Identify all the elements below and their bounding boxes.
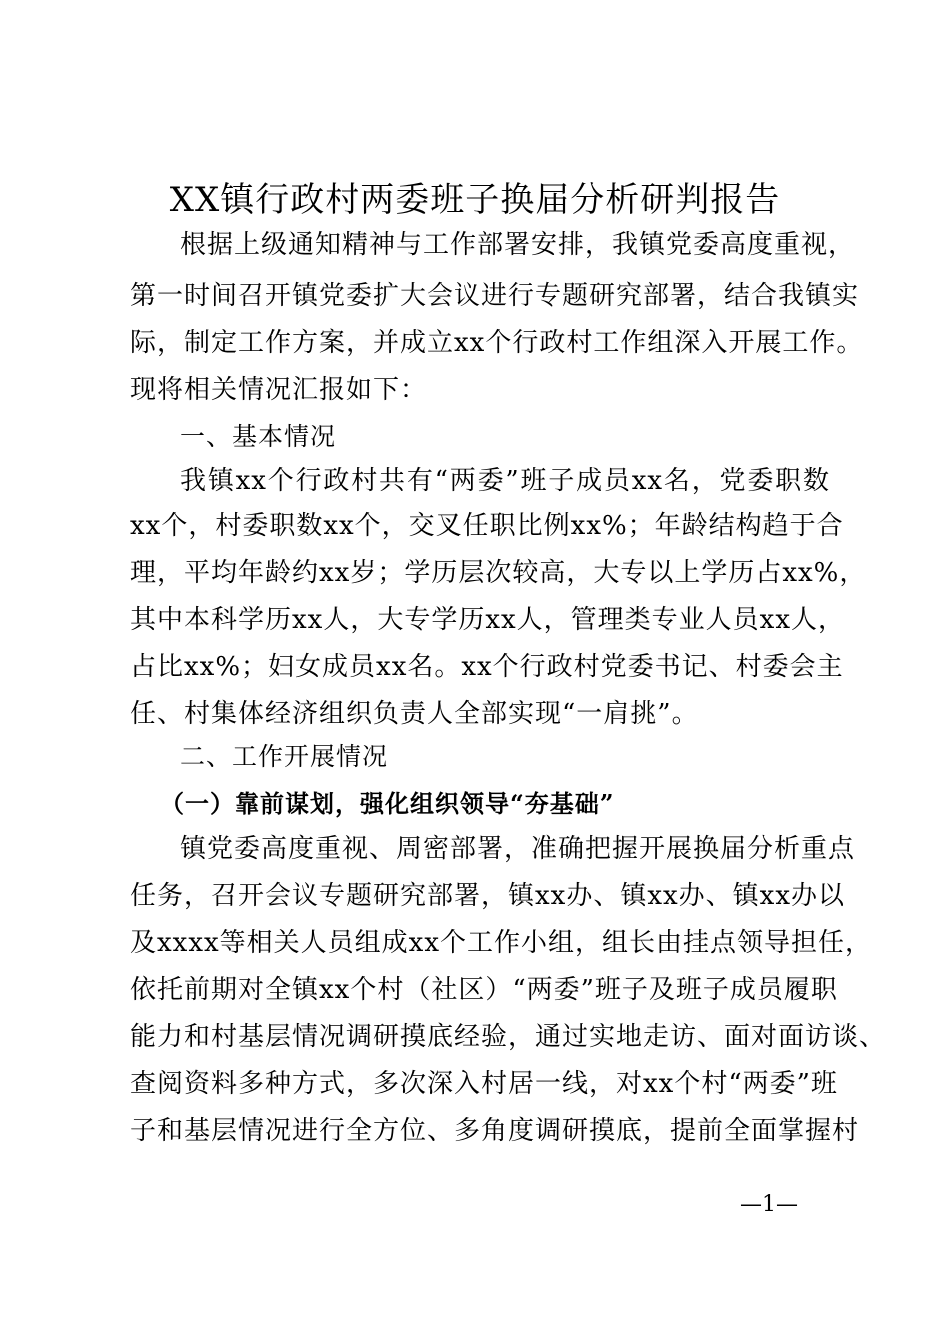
document-title: XX镇行政村两委班子换届分析研判报告 [169, 180, 781, 220]
page-number: —1— [740, 1192, 798, 1217]
paragraph-line: xx个，村委职数xx个，交叉任职比例xx%；年龄结构趋于合 [130, 511, 844, 541]
intro-line: 第一时间召开镇党委扩大会议进行专题研究部署，结合我镇实 [130, 281, 860, 311]
paragraph-line: 理，平均年龄约xx岁；学历层次较高，大专以上学历占xx%， [130, 558, 867, 588]
section-heading-work: 二、工作开展情况 [180, 742, 389, 771]
paragraph-line: 依托前期对全镇xx个村（社区）“两委”班子及班子成员履职 [130, 975, 838, 1005]
paragraph-line: 我镇xx个行政村共有“两委”班子成员xx名，党委职数 [180, 466, 830, 496]
intro-line: 现将相关情况汇报如下： [130, 375, 428, 405]
paragraph-line: 占比xx%；妇女成员xx名。xx个行政村党委书记、村委会主 [130, 652, 844, 682]
paragraph-line: 子和基层情况进行全方位、多角度调研摸底，提前全面掌握村 [130, 1116, 860, 1146]
paragraph-line: 及xxxx等相关人员组成xx个工作小组，组长由挂点领导担任， [130, 928, 872, 958]
paragraph-line: 查阅资料多种方式，多次深入村居一线，对xx个村“两委”班 [130, 1069, 838, 1099]
section-heading-basic: 一、基本情况 [180, 422, 337, 451]
subsection-heading: （一）靠前谋划，强化组织领导“夯基础” [160, 789, 615, 818]
paragraph-line: 其中本科学历xx人，大专学历xx人，管理类专业人员xx人， [130, 605, 845, 635]
intro-line: 际，制定工作方案，并成立xx个行政村工作组深入开展工作。 [130, 328, 864, 358]
paragraph-line: 任务，召开会议专题研究部署，镇xx办、镇xx办、镇xx办以 [130, 881, 845, 911]
paragraph-line: 任、村集体经济组织负责人全部实现“一肩挑”。 [130, 699, 699, 729]
paragraph-line: 镇党委高度重视、周密部署，准确把握开展换届分析重点 [180, 834, 856, 864]
intro-line: 根据上级通知精神与工作部署安排，我镇党委高度重视， [180, 230, 856, 260]
paragraph-line: 能力和村基层情况调研摸底经验，通过实地走访、面对面访谈、 [130, 1022, 887, 1052]
